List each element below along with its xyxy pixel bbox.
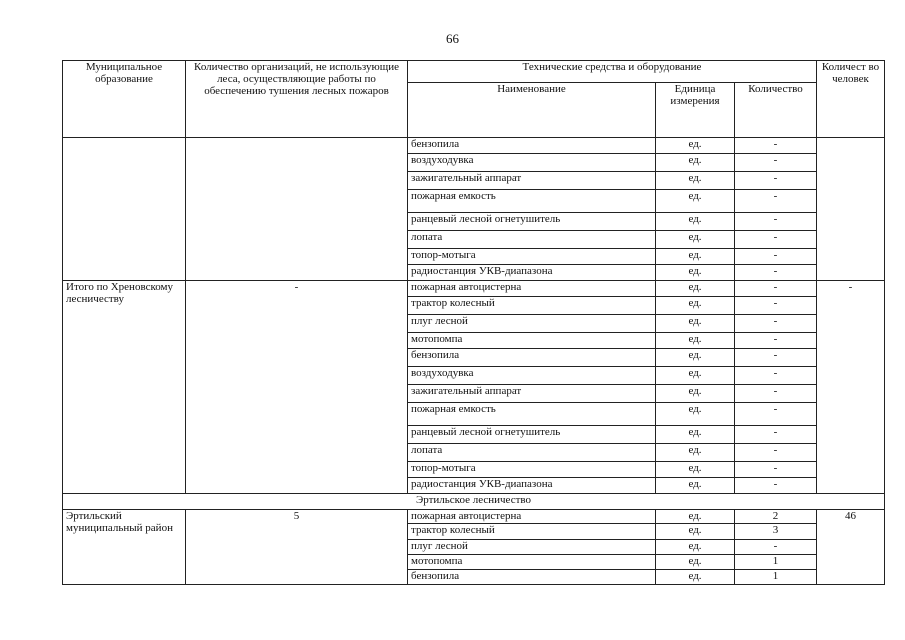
section-title: Эртильское лесничество [63, 494, 885, 510]
equipment-name: зажигательный аппарат [408, 385, 656, 403]
equipment-qty: - [735, 190, 817, 213]
equipment-qty: - [735, 333, 817, 349]
equipment-qty: 1 [735, 555, 817, 570]
equipment-name: мотопомпа [408, 333, 656, 349]
equipment-unit: ед. [656, 265, 735, 281]
equipment-name: топор-мотыга [408, 462, 656, 478]
equipment-name: ранцевый лесной огнетушитель [408, 426, 656, 444]
equipment-unit: ед. [656, 190, 735, 213]
equipment-unit: ед. [656, 540, 735, 555]
equipment-name: лопата [408, 231, 656, 249]
equipment-unit: ед. [656, 333, 735, 349]
col-header-qty: Количество [735, 83, 817, 138]
equipment-qty: - [735, 138, 817, 154]
org-count-cell: 5 [186, 510, 408, 585]
equipment-unit: ед. [656, 367, 735, 385]
equipment-name: зажигательный аппарат [408, 172, 656, 190]
people-count-cell: - [817, 281, 885, 494]
equipment-qty: - [735, 349, 817, 367]
table-row [63, 281, 885, 297]
equipment-name: бензопила [408, 138, 656, 154]
equipment-name: пожарная емкость [408, 190, 656, 213]
equipment-unit: ед. [656, 570, 735, 585]
equipment-unit: ед. [656, 478, 735, 494]
fire-equipment-table [62, 60, 885, 585]
equipment-unit: ед. [656, 297, 735, 315]
equipment-unit: ед. [656, 249, 735, 265]
equipment-qty: - [735, 426, 817, 444]
equipment-qty: - [735, 265, 817, 281]
equipment-name: лопата [408, 444, 656, 462]
equipment-name: бензопила [408, 349, 656, 367]
people-count-cell [817, 138, 885, 281]
col-header-name: Наименование [408, 83, 656, 138]
block1-body [63, 138, 885, 281]
header-row-top [63, 61, 885, 83]
col-header-unit: Единица измерения [656, 83, 735, 138]
equipment-qty: - [735, 172, 817, 190]
org-count-cell [186, 138, 408, 281]
equipment-qty: - [735, 315, 817, 333]
municipality-cell [63, 138, 186, 281]
col-header-people: Количест во человек [817, 61, 885, 138]
equipment-name: пожарная емкость [408, 403, 656, 426]
municipality-cell: Итого по Хреновскому лесничеству [63, 281, 186, 494]
equipment-unit: ед. [656, 385, 735, 403]
municipality-cell: Эртильский муниципальный район [63, 510, 186, 585]
equipment-qty: - [735, 540, 817, 555]
equipment-name: бензопила [408, 570, 656, 585]
page-number: 66 [446, 31, 459, 46]
equipment-unit: ед. [656, 426, 735, 444]
equipment-unit: ед. [656, 462, 735, 478]
equipment-name: ранцевый лесной огнетушитель [408, 213, 656, 231]
equipment-name: пожарная автоцистерна [408, 510, 656, 524]
equipment-qty: 1 [735, 570, 817, 585]
equipment-unit: ед. [656, 281, 735, 297]
col-header-municipality: Муниципальное образование [63, 61, 186, 138]
equipment-name: мотопомпа [408, 555, 656, 570]
col-header-tech: Технические средства и оборудование [408, 61, 817, 83]
equipment-name: радиостанция УКВ-диапазона [408, 478, 656, 494]
people-count-cell: 46 [817, 510, 885, 585]
equipment-name: топор-мотыга [408, 249, 656, 265]
equipment-qty: - [735, 297, 817, 315]
equipment-name: воздуходувка [408, 367, 656, 385]
equipment-qty: - [735, 213, 817, 231]
equipment-qty: 2 [735, 510, 817, 524]
equipment-unit: ед. [656, 524, 735, 540]
equipment-qty: - [735, 231, 817, 249]
block3-body [63, 510, 885, 585]
equipment-name: плуг лесной [408, 540, 656, 555]
equipment-name: воздуходувка [408, 154, 656, 172]
equipment-qty: - [735, 478, 817, 494]
equipment-qty: - [735, 462, 817, 478]
equipment-name: радиостанция УКВ-диапазона [408, 265, 656, 281]
equipment-unit: ед. [656, 444, 735, 462]
section-row [63, 494, 885, 510]
equipment-name: плуг лесной [408, 315, 656, 333]
col-header-org-count: Количество организаций, не использующие леса, осуществляющие работы по обеспечению тушения лесных пожаров [186, 61, 408, 138]
equipment-unit: ед. [656, 154, 735, 172]
equipment-name: трактор колесный [408, 297, 656, 315]
org-count-cell: - [186, 281, 408, 494]
equipment-qty: - [735, 281, 817, 297]
block2-body [63, 281, 885, 494]
equipment-unit: ед. [656, 349, 735, 367]
equipment-unit: ед. [656, 555, 735, 570]
equipment-qty: - [735, 444, 817, 462]
equipment-qty: 3 [735, 524, 817, 540]
equipment-qty: - [735, 249, 817, 265]
equipment-qty: - [735, 367, 817, 385]
equipment-name: трактор колесный [408, 524, 656, 540]
table-row [63, 510, 885, 524]
equipment-qty: - [735, 385, 817, 403]
table-row [63, 138, 885, 154]
equipment-name: пожарная автоцистерна [408, 281, 656, 297]
equipment-unit: ед. [656, 172, 735, 190]
equipment-unit: ед. [656, 213, 735, 231]
equipment-qty: - [735, 403, 817, 426]
equipment-unit: ед. [656, 403, 735, 426]
equipment-qty: - [735, 154, 817, 172]
equipment-unit: ед. [656, 510, 735, 524]
equipment-unit: ед. [656, 315, 735, 333]
equipment-unit: ед. [656, 138, 735, 154]
equipment-unit: ед. [656, 231, 735, 249]
